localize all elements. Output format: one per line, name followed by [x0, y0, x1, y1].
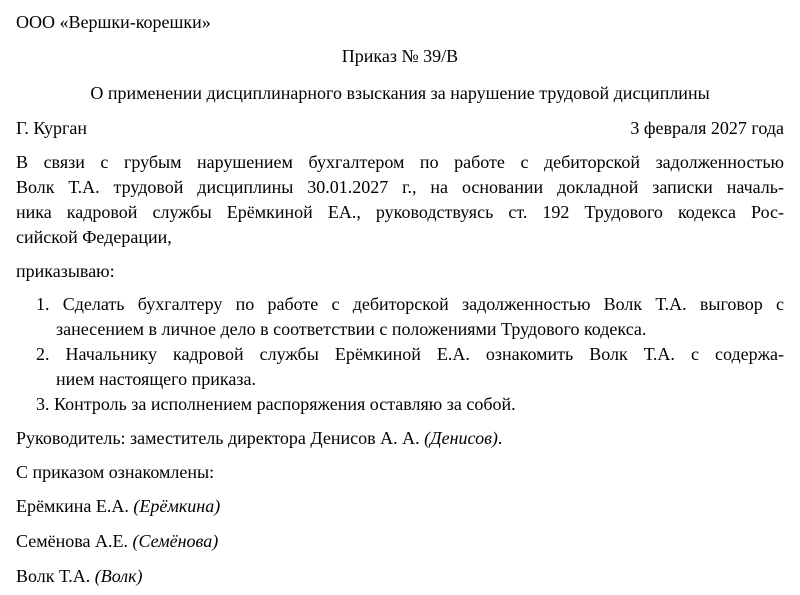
- signatory-name: Ерёмкина Е.А.: [16, 496, 129, 516]
- signatory-signature: (Волк): [94, 566, 143, 586]
- signatory-name: Волк Т.А.: [16, 566, 91, 586]
- city: Г. Курган: [16, 118, 88, 138]
- list-item: [36, 292, 784, 339]
- director-label: Руководитель: заместитель директора Денисов А. А.: [16, 428, 420, 448]
- list-item-number: 2.: [36, 344, 50, 364]
- list-item-line: [36, 392, 784, 417]
- list-item-continuation: занесением в личное дело в соответствии с положениями Трудового кодекса.: [56, 319, 647, 339]
- company-name: ООО «Вершки-корешки»: [16, 12, 211, 32]
- signatory-row: [16, 495, 784, 517]
- order-subject: О применении дисциплинарного взыскания за нарушение трудовой дисциплины: [90, 83, 710, 103]
- signatory-name: Семёнова А.Е.: [16, 531, 128, 551]
- list-item-line: [36, 342, 784, 367]
- preamble-line-3: ника кадровой службы Ерёмкиной ЕА., руководствуясь ст. 192 Трудового кодекса Рос-: [16, 202, 784, 222]
- place-date-row: [16, 117, 784, 139]
- order-word: приказываю:: [16, 261, 115, 281]
- list-item: [36, 392, 784, 417]
- preamble-line-2: Волк Т.А. трудовой дисциплины 30.01.2027 г., на основании докладной записки началь-: [16, 177, 784, 197]
- list-item-number: 1.: [36, 294, 50, 314]
- list-item: [36, 342, 785, 389]
- signatory-row: [16, 565, 784, 587]
- signatory-signature: (Ерёмкина): [133, 496, 221, 516]
- director-trailing: .: [497, 428, 503, 448]
- preamble-line-1: В связи с грубым нарушением бухгалтером по работе с дебиторской задолженностью: [16, 152, 784, 172]
- acquainted-label: С приказом ознакомлены:: [16, 462, 215, 482]
- list-item-text: Контроль за исполнением распоряжения оставляю за собой.: [54, 394, 516, 414]
- preamble-line-4: сийской Федерации,: [16, 227, 172, 247]
- list-item-text: Сделать бухгалтеру по работе с дебиторской задолженностью Волк Т.А. выговор с: [62, 294, 784, 314]
- order-title: Приказ № 39/В: [341, 46, 459, 66]
- list-item-text: Начальнику кадровой службы Ерёмкиной Е.А. ознакомить Волк Т.А. с содержа-: [65, 344, 785, 364]
- list-item-line: [36, 292, 784, 317]
- signatory-row: [16, 530, 784, 552]
- signatory-signature: (Семёнова): [132, 531, 219, 551]
- director-row: [16, 427, 784, 449]
- list-item-continuation: нием настоящего приказа.: [56, 369, 256, 389]
- director-signature: (Денисов): [424, 428, 498, 448]
- list-item-number: 3.: [36, 394, 50, 414]
- order-date: 3 февраля 2027 года: [630, 118, 784, 138]
